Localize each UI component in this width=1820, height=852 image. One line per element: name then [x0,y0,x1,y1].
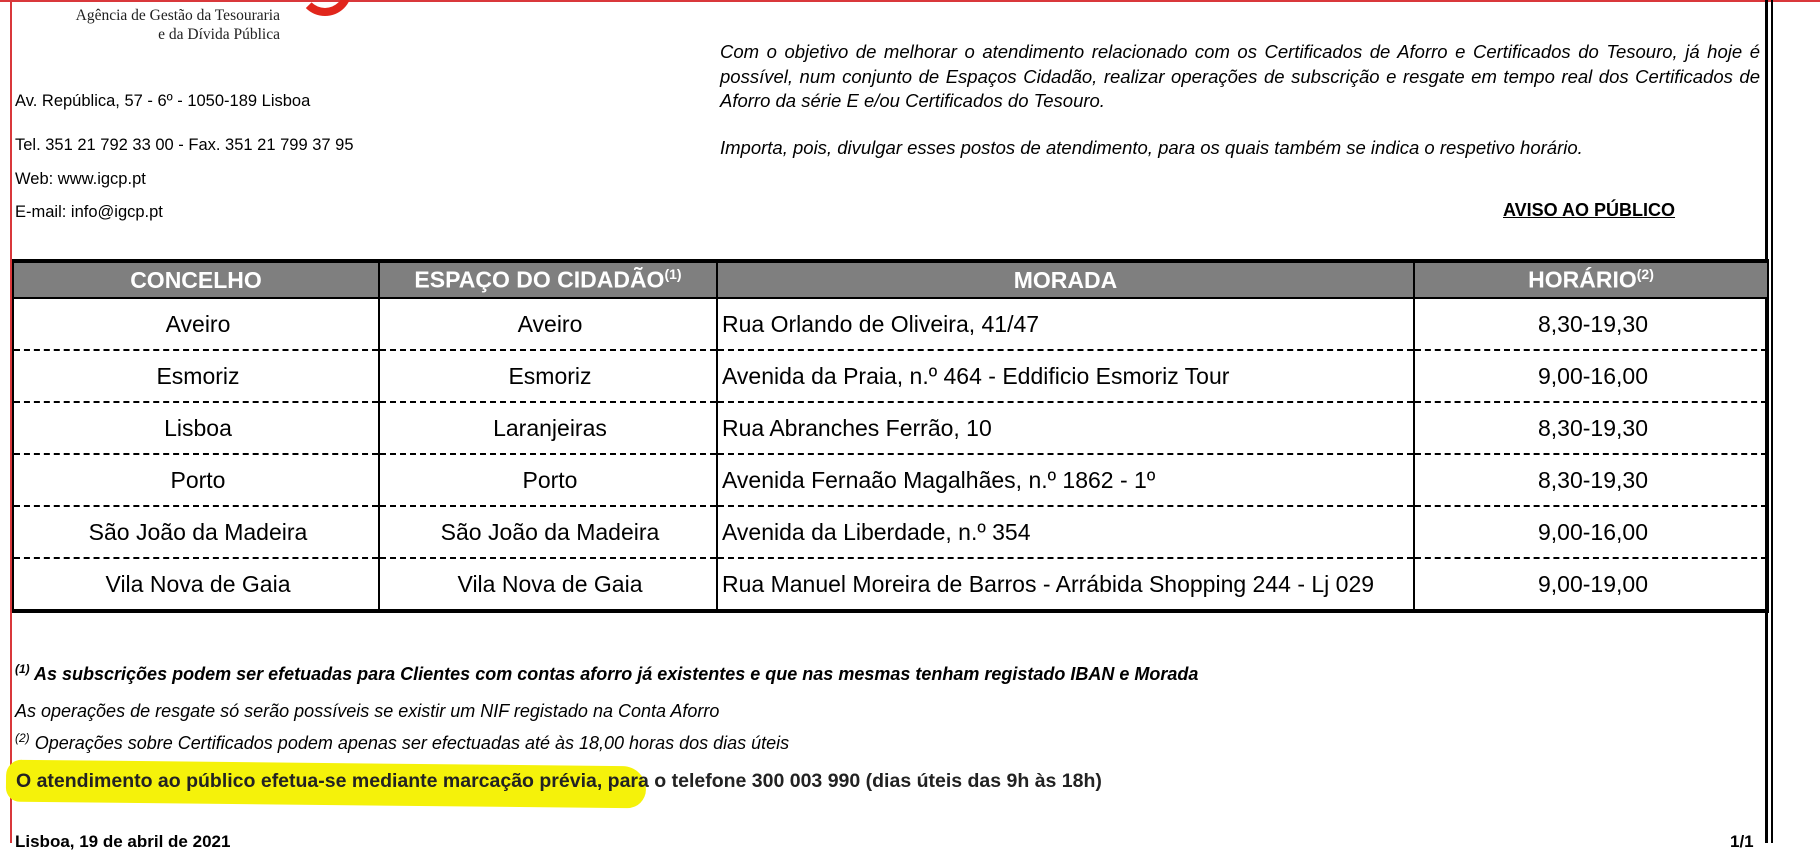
header-concelho: CONCELHO [13,261,379,298]
cell-horario: 8,30-19,30 [1414,454,1768,506]
table-row [13,454,1768,506]
scrollbar-edge [1771,0,1773,843]
website-link[interactable]: Web: www.igcp.pt [15,170,146,188]
table-row [13,506,1768,558]
cell-espaco: Vila Nova de Gaia [379,558,717,611]
header-espaco-footnote: (1) [664,266,682,283]
igcp-logo-icon [298,0,352,16]
service-locations-table [12,259,1769,613]
footnote-1-text: As subscrições podem ser efetuadas para Clientes com contas aforro já existentes e que nas mesmas tenham registado IBAN e Morada [34,664,1199,684]
table-row [13,402,1768,454]
cell-espaco: Aveiro [379,298,717,350]
header-horario: HORÁRIO$^{(2)}$ [1414,261,1768,298]
agency-name [40,6,280,44]
table-row [13,558,1768,611]
page-number: 1/1 [1730,832,1754,851]
cell-morada: Avenida da Praia, n.º 464 - Eddificio Esmoriz Tour [717,350,1414,402]
appointment-notice: O atendimento ao público efetua-se mediante marcação prévia, para o telefone 300 003 990 (dias úteis das 9h às 18h) [16,770,1102,792]
cell-horario: 8,30-19,30 [1414,298,1768,350]
cell-morada: Rua Manuel Moreira de Barros - Arrábida Shopping 244 - Lj 029 [717,558,1414,611]
agency-line-2: e da Dívida Pública [158,26,280,43]
cell-morada: Rua Abranches Ferrão, 10 [717,402,1414,454]
footnote-2-marker: (2) [15,731,30,745]
email-link[interactable]: E-mail: info@igcp.pt [15,203,163,221]
cell-espaco: Esmoriz [379,350,717,402]
table-header-row [13,261,1768,298]
header-morada: MORADA [717,261,1414,298]
cell-morada: Avenida da Liberdade, n.º 354 [717,506,1414,558]
table-row [13,298,1768,350]
cell-concelho: Lisboa [13,402,379,454]
footnote-2-text: Operações sobre Certificados podem apenas ser efectuadas até às 18,00 horas dos dias úteis [34,733,790,753]
cell-espaco: São João da Madeira [379,506,717,558]
cell-concelho: Vila Nova de Gaia [13,558,379,611]
header-espaco-cidadao: ESPAÇO DO CIDADÃO$^{(1)}$ [379,261,717,298]
cell-concelho: São João da Madeira [13,506,379,558]
footnote-1 [15,662,1198,685]
cell-morada: Avenida Fernaão Magalhães, n.º 1862 - 1º [717,454,1414,506]
footnote-1b: As operações de resgate só serão possíveis se existir um NIF registado na Conta Aforro [15,701,720,721]
footer-date: Lisboa, 19 de abril de 2021 [15,832,231,851]
intro-paragraph: Com o objetivo de melhorar o atendimento relacionado com os Certificados de Aforro e Certificados do Tesouro, já hoje é possível, num conjunto de Espaços Cidadão, realizar operações de subscrição e resgate em tempo real dos Certificados de Aforro da série E e/ou Certificados do Tesouro. [720,41,1760,111]
cell-concelho: Porto [13,454,379,506]
header-horario-footnote: (2) [1636,266,1654,283]
cell-horario: 9,00-19,00 [1414,558,1768,611]
footnote-1-marker: (1) [15,662,30,676]
cell-morada: Rua Orlando de Oliveira, 41/47 [717,298,1414,350]
address: Av. República, 57 - 6º - 1050-189 Lisboa [15,92,311,110]
agency-line-1: Agência de Gestão da Tesouraria [75,7,280,24]
table-row [13,350,1768,402]
phone-fax: Tel. 351 21 792 33 00 - Fax. 351 21 799 37 95 [15,136,354,154]
footnote-2 [15,731,789,754]
cell-concelho: Esmoriz [13,350,379,402]
cell-espaco: Laranjeiras [379,402,717,454]
intro-paragraph-2: Importa, pois, divulgar esses postos de atendimento, para os quais também se indica o respetivo horário. [720,137,1583,158]
cell-horario: 9,00-16,00 [1414,506,1768,558]
notice-heading: AVISO AO PÚBLICO [1503,200,1676,220]
cell-concelho: Aveiro [13,298,379,350]
cell-espaco: Porto [379,454,717,506]
page-border-top [0,0,1820,2]
cell-horario: 9,00-16,00 [1414,350,1768,402]
cell-horario: 8,30-19,30 [1414,402,1768,454]
